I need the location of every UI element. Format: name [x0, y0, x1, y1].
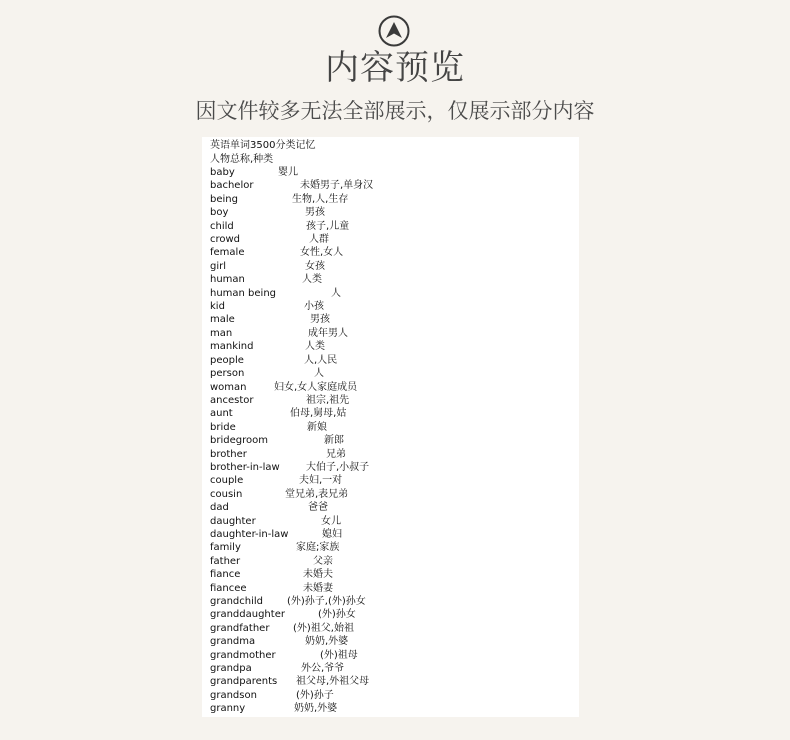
chinese-meaning: 女孩 — [305, 260, 325, 272]
chinese-meaning: (外)孙子 — [296, 689, 334, 701]
english-word: woman — [210, 381, 247, 393]
chinese-meaning: (外)孙子,(外)孙女 — [287, 596, 366, 607]
chinese-meaning: 男孩 — [305, 207, 325, 219]
chinese-meaning: 兄弟 — [326, 448, 346, 460]
section-heading: 人物总称,种类 — [210, 153, 274, 165]
chinese-meaning: 未婚妻 — [303, 582, 333, 594]
english-word: grandmother — [210, 649, 276, 661]
english-word: daughter — [210, 515, 256, 527]
english-word: aunt — [210, 408, 233, 420]
english-word: human being — [210, 287, 277, 299]
chinese-meaning: (外)祖母 — [320, 649, 358, 661]
chinese-meaning: 未婚男子,单身汉 — [300, 180, 374, 192]
chinese-meaning: 媳妇 — [322, 528, 342, 540]
chinese-meaning: 外公,爷爷 — [301, 663, 345, 675]
english-word: mankind — [210, 341, 254, 353]
chinese-meaning: 祖父母,外祖父母 — [296, 676, 370, 688]
english-word: grandson — [210, 689, 257, 701]
chinese-meaning: 妇女,女人家庭成员 — [274, 381, 358, 393]
english-word: crowd — [210, 234, 241, 246]
english-word: grandma — [210, 636, 256, 648]
chinese-meaning: 孩子,儿童 — [306, 220, 350, 232]
english-word: family — [210, 542, 241, 554]
chinese-meaning: 未婚夫 — [303, 569, 333, 581]
chinese-meaning: (外)孙女 — [318, 609, 356, 621]
english-word: fiancee — [210, 582, 247, 594]
chinese-meaning: 夫妇,一对 — [299, 475, 343, 487]
english-word: bridegroom — [210, 435, 268, 447]
chinese-meaning: 祖宗,祖先 — [306, 394, 350, 406]
chinese-meaning: 人类 — [302, 274, 322, 286]
english-word: granddaughter — [210, 609, 285, 621]
english-word: bride — [210, 421, 236, 433]
chinese-meaning: 父亲 — [313, 555, 333, 567]
page-subtitle: 因文件较多无法全部展示，仅展示部分内容 — [195, 99, 595, 123]
english-word: father — [210, 555, 241, 567]
english-word: man — [210, 327, 233, 339]
english-word: brother — [210, 448, 247, 460]
chinese-meaning: 人类 — [305, 341, 325, 353]
english-word: child — [210, 220, 234, 232]
english-word: person — [210, 368, 245, 380]
up-arrow-circle-icon — [378, 15, 410, 47]
chinese-meaning: 堂兄弟,表兄弟 — [285, 488, 349, 500]
chinese-meaning: 人 — [314, 368, 324, 380]
chinese-meaning: 女儿 — [321, 515, 341, 527]
english-word: grandpa — [210, 663, 252, 675]
preview-header — [0, 0, 790, 136]
english-word: brother-in-law — [210, 461, 280, 473]
chinese-meaning: 人,人民 — [304, 354, 338, 366]
chinese-meaning: 小孩 — [304, 301, 324, 313]
chinese-meaning: 新郎 — [324, 435, 344, 447]
chinese-meaning: 伯母,舅母,姑 — [290, 408, 347, 420]
english-word: boy — [210, 207, 229, 219]
english-word: daughter-in-law — [210, 528, 289, 540]
chinese-meaning: 新娘 — [307, 421, 327, 433]
english-word: bachelor — [210, 180, 254, 192]
english-word: baby — [210, 167, 235, 178]
english-word: grandfather — [210, 622, 270, 634]
english-word: being — [210, 193, 238, 205]
chinese-meaning: 奶奶,外婆 — [305, 636, 349, 648]
english-word: granny — [210, 703, 246, 715]
english-word: kid — [210, 301, 225, 313]
chinese-meaning: 家庭;家族 — [296, 542, 340, 554]
document-title: 英语单词3500分类记忆 — [210, 140, 316, 151]
chinese-meaning: (外)祖父,始祖 — [293, 622, 354, 634]
chinese-meaning: 人 — [331, 287, 341, 299]
english-word: people — [210, 354, 244, 366]
chinese-meaning: 爸爸 — [308, 502, 328, 514]
english-word: fiance — [210, 569, 241, 581]
english-word: dad — [210, 502, 229, 514]
english-word: couple — [210, 475, 244, 487]
chinese-meaning: 婴儿 — [278, 167, 298, 178]
english-word: grandparents — [210, 676, 278, 688]
chinese-meaning: 大伯子,小叔子 — [306, 461, 370, 473]
english-word: human — [210, 274, 245, 286]
english-word: cousin — [210, 488, 243, 500]
chinese-meaning: 男孩 — [310, 314, 330, 326]
chinese-meaning: 奶奶,外婆 — [294, 703, 338, 715]
english-word: male — [210, 314, 235, 326]
english-word: female — [210, 247, 245, 259]
page-title: 内容预览 — [325, 48, 465, 88]
chinese-meaning: 成年男人 — [308, 327, 348, 339]
english-word: grandchild — [210, 596, 264, 607]
document-preview — [202, 137, 579, 717]
english-word: ancestor — [210, 394, 254, 406]
english-word: girl — [210, 260, 227, 272]
chinese-meaning: 人群 — [309, 234, 329, 246]
chinese-meaning: 女性,女人 — [300, 247, 344, 259]
chinese-meaning: 生物,人,生存 — [292, 193, 349, 205]
